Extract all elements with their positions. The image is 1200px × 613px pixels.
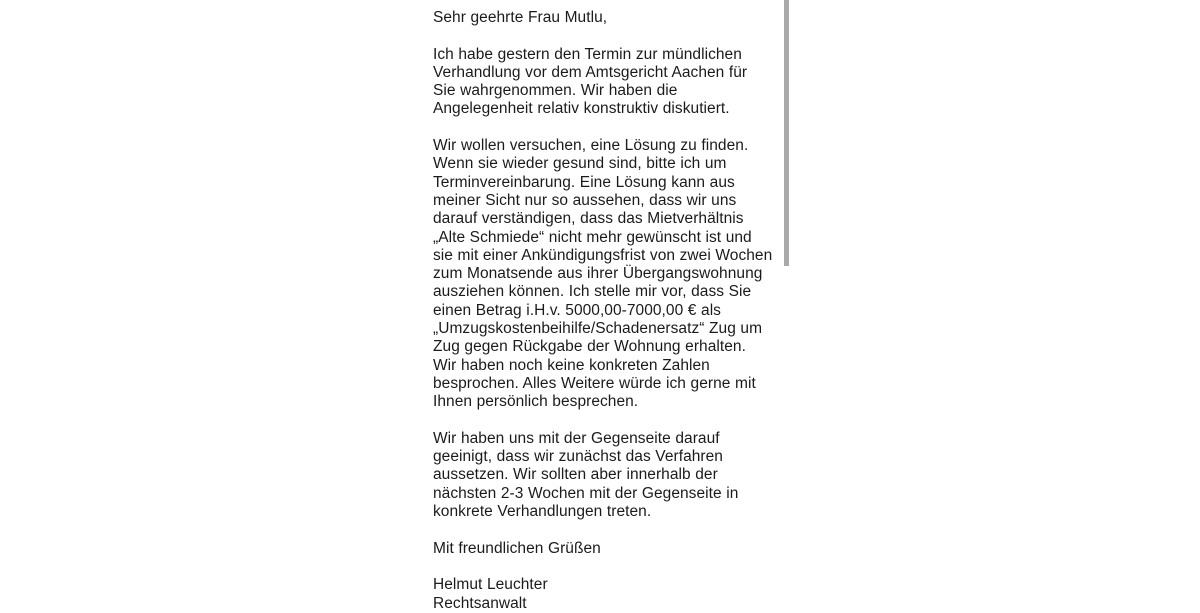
vertical-scrollbar-track[interactable]	[783, 0, 790, 600]
vertical-scrollbar-thumb[interactable]	[784, 0, 789, 266]
letter-paragraph-3: Wir haben uns mit der Gegenseite darauf geeinigt, dass wir zunächst das Verfahren aussetzen. Wir sollten aber innerhalb der nächsten 2-3 Wochen mit der Gegenseite in konkrete Verhandlungen treten.	[433, 429, 739, 521]
letter-paragraph-2: Wir wollen versuchen, eine Lösung zu finden. Wenn sie wieder gesund sind, bitte ich um Terminvereinbarung. Eine Lösung kann aus meiner Sicht nur so aussehen, dass wir uns darauf verständigen, dass das Mietverhältnis „Alte Schmiede“ nicht mehr gewünscht ist und sie mit einer Ankündigungsfrist von zwei Wochen zum Monatsende aus ihrer Übergangswohnung ausziehen können. Ich stelle mir vor, dass Sie einen Betrag i.H.v. 5000,00-7000,00 € als „Umzugskostenbeihilfe/Schadenersatz“ Zug um Zug gegen Rückgabe der Wohnung erhalten. Wir haben noch keine konkreten Zahlen besprochen. Alles Weitere würde ich gerne mit Ihnen persönlich besprechen.	[433, 137, 773, 411]
empty-right-region	[790, 0, 1200, 600]
letter-signature-block	[433, 576, 773, 613]
signature-name: Helmut Leuchter	[433, 576, 548, 594]
letter-text-body	[433, 0, 773, 613]
signature-title: Rechtsanwalt	[433, 594, 527, 612]
letter-salutation: Sehr geehrte Frau Mutlu,	[433, 9, 608, 26]
letter-closing: Mit freundlichen Grüßen	[433, 539, 601, 557]
letter-paragraph-1: Ich habe gestern den Termin zur mündlichen Verhandlung vor dem Amtsgericht Aachen für Sie wahrgenommen. Wir haben die Angelegenheit relativ konstruktiv diskutiert.	[433, 45, 748, 118]
